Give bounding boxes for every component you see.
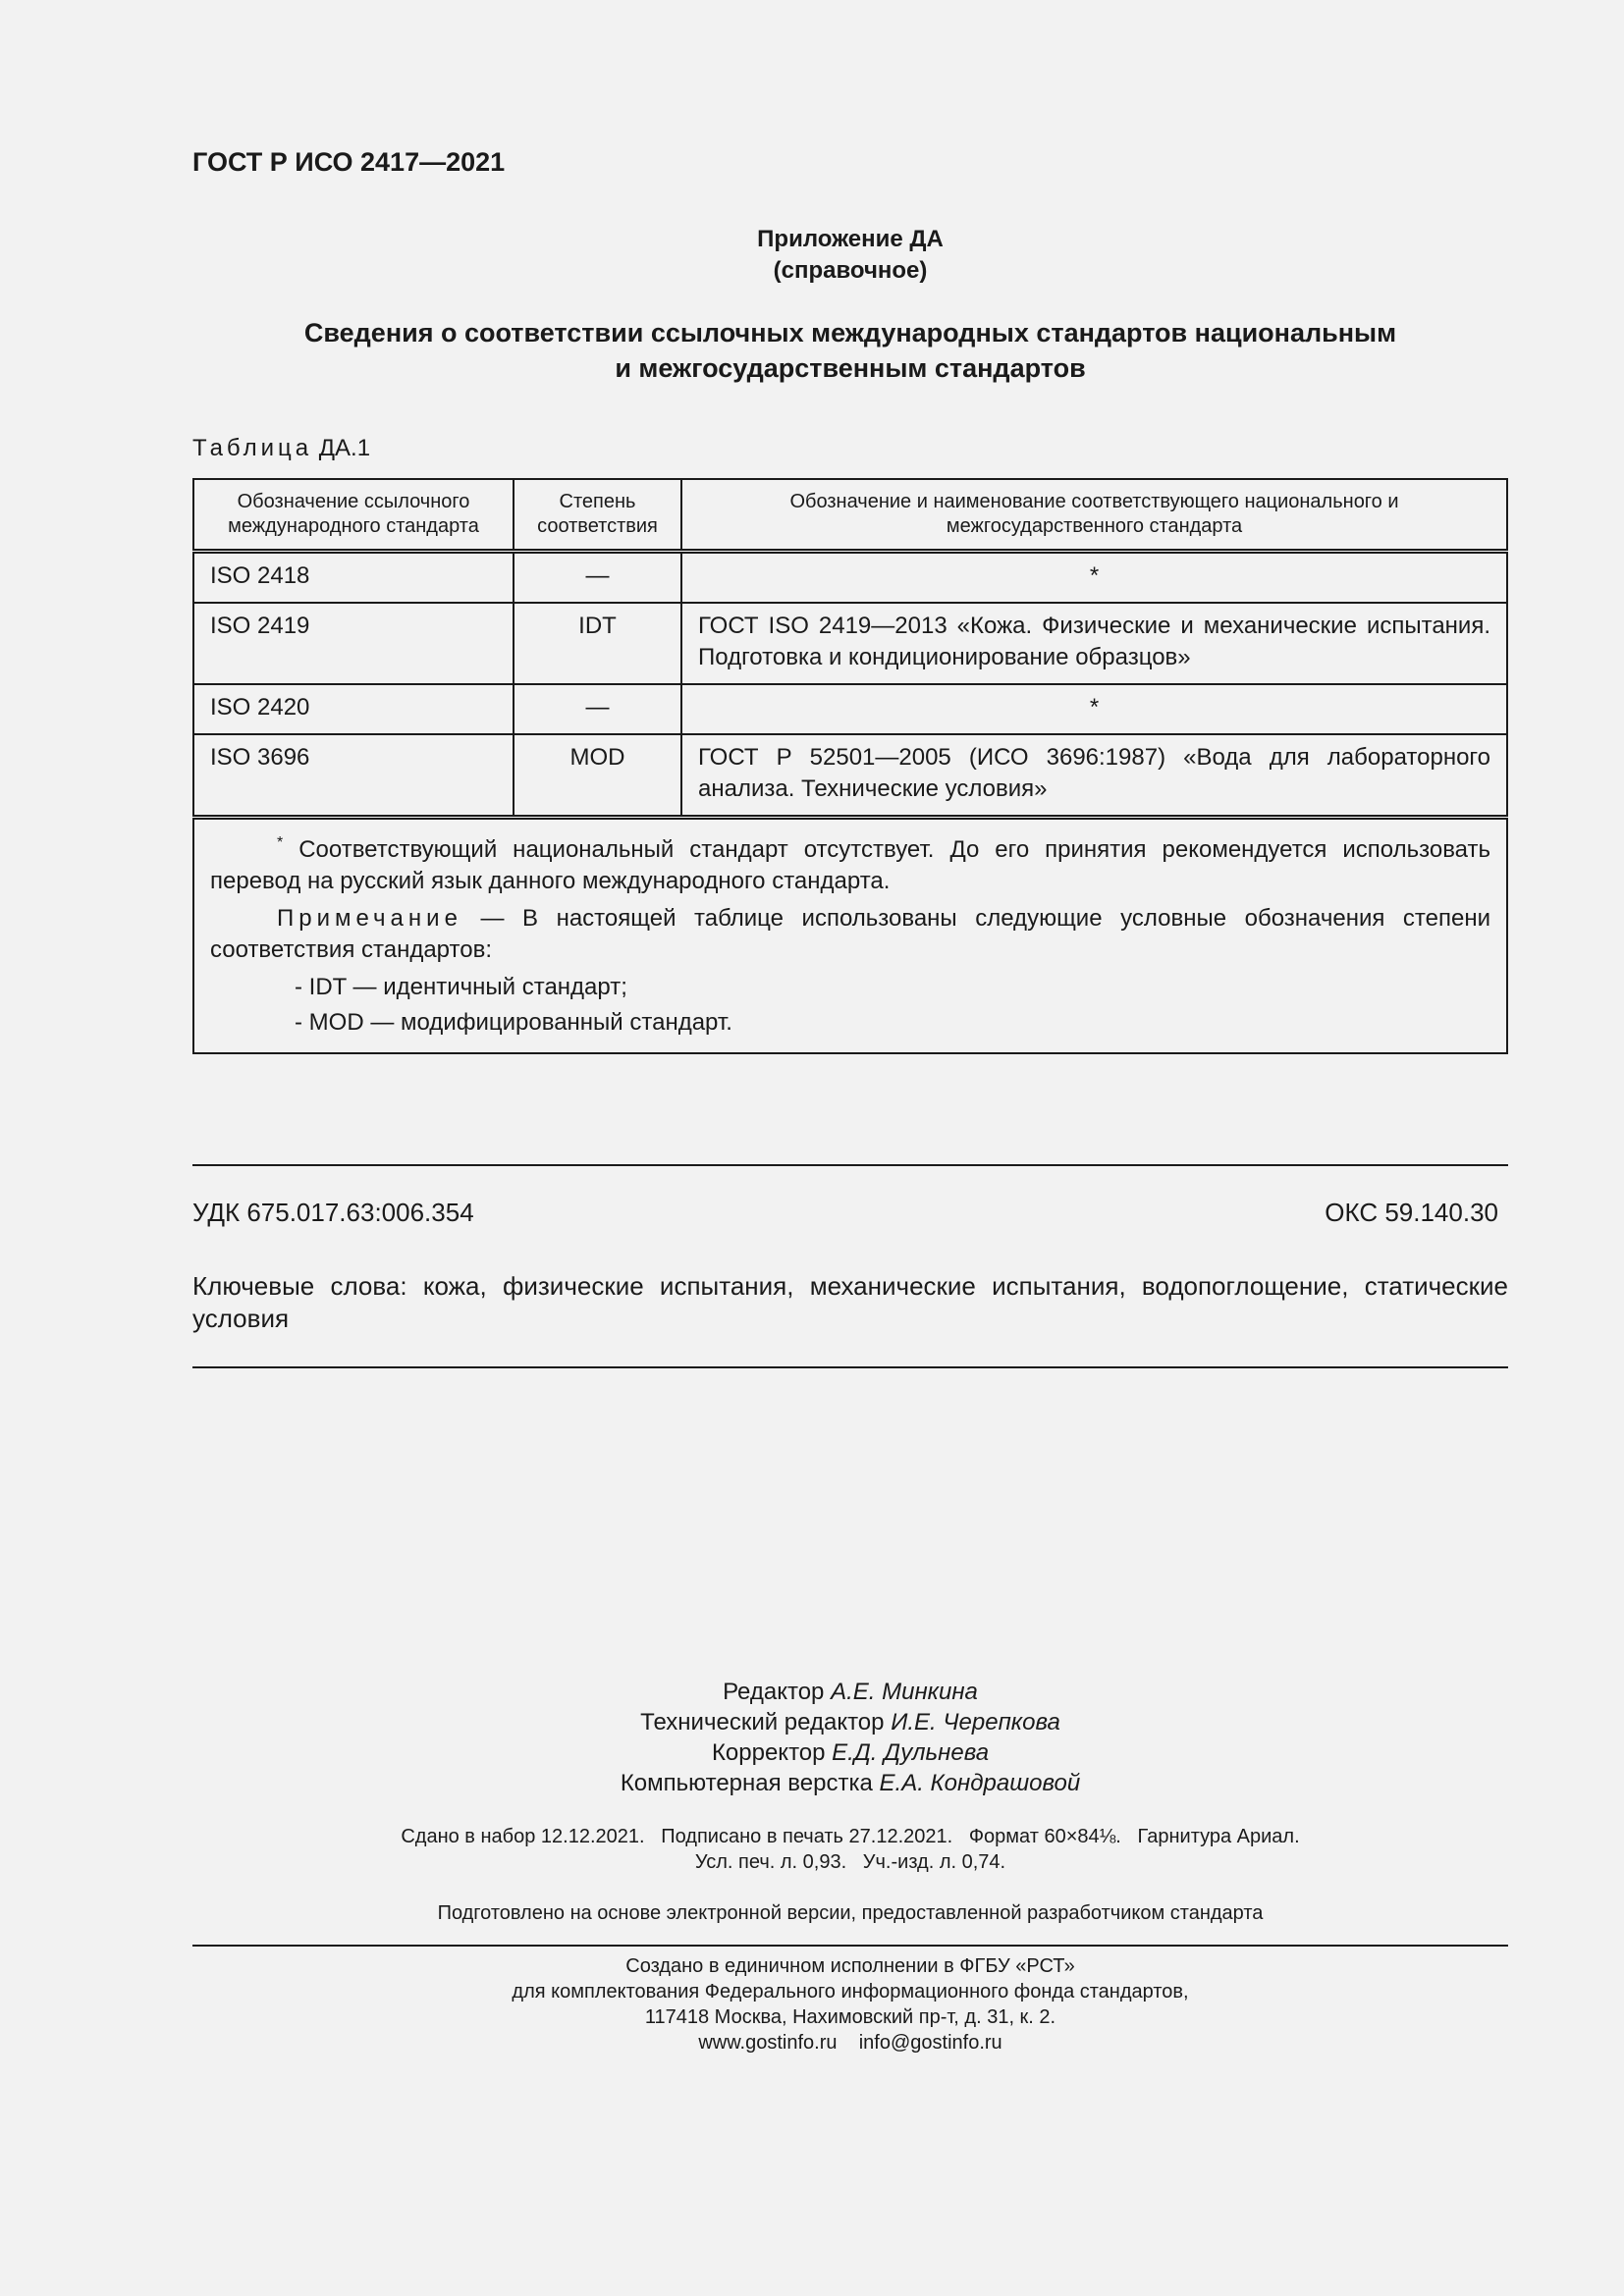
annex-type: (справочное) — [773, 257, 928, 284]
created-line-1: Создано в единичном исполнении в ФГБУ «РСТ» — [625, 1955, 1075, 1977]
correspondence-table — [192, 478, 1508, 1054]
credit-tech-editor — [192, 1707, 1508, 1737]
cell-ref: ISO 2418 — [193, 552, 514, 604]
footnote-text: Соответствующий национальный стандарт отсутствует. До его принятия рекомендуется использовать перевод на русский язык данного международного стандарта. — [210, 836, 1490, 894]
cell-national: * — [681, 552, 1507, 604]
cell-national: ГОСТ ISO 2419—2013 «Кожа. Физические и механические испытания. Подготовка и кондиционирование образцов» — [681, 603, 1507, 684]
table-row — [193, 684, 1507, 734]
keywords: Ключевые слова: кожа, физические испытания, механические испытания, водопоглощение, статические условия — [192, 1271, 1508, 1333]
cell-degree: IDT — [514, 603, 681, 684]
print-line-1: Сдано в набор 12.12.2021. Подписано в печать 27.12.2021. Формат 60×84⅛. Гарнитура Ариал. — [401, 1826, 1300, 1847]
table-header-row — [193, 479, 1507, 552]
annex-heading-line1: Сведения о соответствии ссылочных международных стандартов национальным — [303, 318, 1397, 347]
credit-role: Корректор — [711, 1739, 826, 1766]
table-row — [193, 603, 1507, 684]
credit-name: Е.Д. Дульнева — [832, 1739, 990, 1766]
header-national-standard: Обозначение и наименование соответствующего национального и межгосударственного стандарта — [681, 479, 1507, 552]
credit-role: Редактор — [723, 1679, 825, 1705]
credit-name: И.Е. Черепкова — [891, 1709, 1060, 1735]
credit-editor — [192, 1677, 1508, 1707]
document-code: ГОСТ Р ИСО 2417—2021 — [192, 147, 506, 177]
cell-ref: ISO 2420 — [193, 684, 514, 734]
credits-block — [192, 1677, 1508, 1798]
table-footer-row — [193, 818, 1507, 1054]
table-caption-word: Таблица — [192, 435, 313, 461]
header-degree: Степень соответствия — [514, 479, 681, 552]
footnote — [210, 828, 1490, 897]
note-label: Примечание — [277, 905, 462, 932]
annex-title-block — [192, 224, 1508, 287]
cell-degree: — — [514, 552, 681, 604]
created-line-2: для комплектования Федерального информационного фонда стандартов, — [512, 1981, 1189, 2002]
cell-ref: ISO 3696 — [193, 734, 514, 818]
list-item: - IDT — идентичный стандарт; — [295, 974, 627, 1000]
cell-ref: ISO 2419 — [193, 603, 514, 684]
annex-title: Приложение ДА — [757, 226, 944, 252]
table-footer — [193, 818, 1507, 1054]
udk-code: УДК 675.017.63:006.354 — [192, 1198, 474, 1227]
created-info — [192, 1953, 1508, 2056]
created-links: www.gostinfo.ru info@gostinfo.ru — [698, 2032, 1002, 2054]
table-caption — [192, 435, 370, 462]
note-list — [295, 972, 1490, 1039]
table-row — [193, 734, 1507, 818]
credit-name: Е.А. Кондрашовой — [879, 1770, 1081, 1796]
cell-degree: — — [514, 684, 681, 734]
print-line-2: Усл. печ. л. 0,93. Уч.-изд. л. 0,74. — [694, 1851, 1006, 1873]
annex-heading — [192, 315, 1508, 386]
credit-name: А.Е. Минкина — [831, 1679, 978, 1705]
oks-code: ОКС 59.140.30 — [1325, 1198, 1498, 1227]
prepared-note: Подготовлено на основе электронной версии, предоставленной разработчиком стандарта — [437, 1902, 1264, 1924]
print-info — [192, 1824, 1508, 1875]
table-caption-number: ДА.1 — [318, 435, 371, 461]
credit-role: Технический редактор — [640, 1709, 885, 1735]
divider-keywords — [192, 1366, 1508, 1368]
note-text: — В настоящей таблице использованы следующие условные обозначения степени соответствия стандартов: — [210, 905, 1490, 963]
divider-top — [192, 1164, 1508, 1166]
created-line-3: 117418 Москва, Нахимовский пр-т, д. 31, к. 2. — [644, 2006, 1056, 2028]
cell-degree: MOD — [514, 734, 681, 818]
footnote-mark: * — [277, 834, 284, 851]
cell-national: ГОСТ Р 52501—2005 (ИСО 3696:1987) «Вода для лабораторного анализа. Технические условия» — [681, 734, 1507, 818]
list-item: - MOD — модифицированный стандарт. — [295, 1009, 732, 1036]
credit-layout — [192, 1768, 1508, 1798]
annex-heading-line2: и межгосударственным стандартов — [615, 353, 1086, 383]
table-row — [193, 552, 1507, 604]
table-note — [210, 903, 1490, 966]
cell-national: * — [681, 684, 1507, 734]
credit-role: Компьютерная верстка — [620, 1770, 873, 1796]
header-ref-standard: Обозначение ссылочного международного стандарта — [193, 479, 514, 552]
credit-corrector — [192, 1737, 1508, 1768]
divider-bottom — [192, 1945, 1508, 1947]
